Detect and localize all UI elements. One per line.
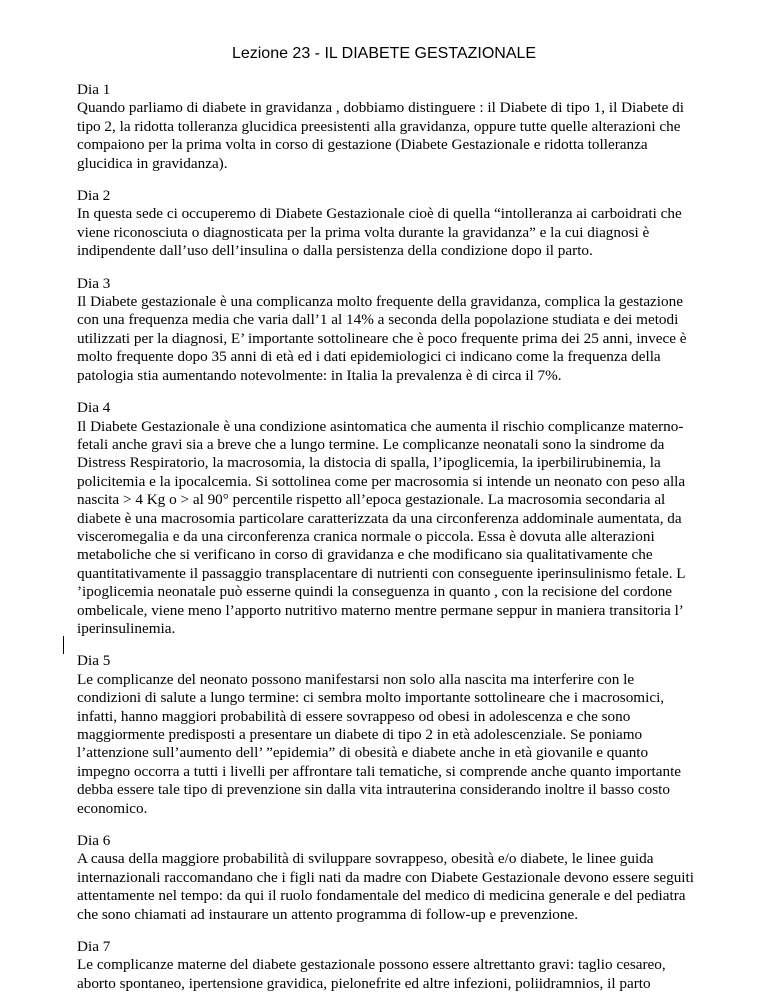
section-heading: Dia 7 [77, 938, 111, 956]
section-heading: Dia 6 [77, 832, 111, 850]
section-dia-4 [77, 399, 697, 638]
section-heading: Dia 3 [77, 274, 111, 292]
section-paragraph: Il Diabete Gestazionale è una condizione asintomatica che aumenta il rischio complicanze materno-fetali anche gravi sia a breve che a lungo termine. Le complicanze neonatali sono la sindrome da Distress Respiratorio, la macrosomia, la distocia di spalla, l’ipoglicemia, la iperbilirubinemia, la policitemia e la ipocalcemia. Si sottolinea come per macrosomia si intende un neonato con peso alla nascita > 4 Kg o > al 90° percentile rispetto all’epoca gestazionale. La macrosomia secondaria al diabete è una macrosomia particolare caratterizzata da una circonferenza addominale aumentata, da visceromegalia e da una circonferenza cranica normale o piccola. Essa è dovuta alle alterazioni metaboliche che si verificano in corso di gravidanza e che modificano sia qualitativamente che quantitativamente il passaggio transplacentare di nutrienti con conseguente iperinsulinismo fetale. L ’ipoglicemia neonatale può esserne quindi la conseguenza in quanto , con la recisione del cordone ombelicale, viene meno l’apporto nutritivo materno mentre permane seppur in maniera transitoria l’ iperinsulinemia. [77, 417, 686, 637]
section-heading: Dia 5 [77, 652, 111, 670]
section-paragraph: Le complicanze materne del diabete gestazionale possono essere altrettanto gravi: taglio cesareo, aborto spontaneo, ipertensione gravidica, pielonefrite ed altre infezioni, poliidramnios, il parto [77, 956, 666, 992]
revision-change-bar [63, 636, 64, 654]
document-title: Lezione 23 - IL DIABETE GESTAZIONALE [231, 45, 537, 62]
section-dia-5 [77, 652, 697, 818]
section-dia-1 [77, 81, 697, 173]
section-paragraph: Le complicanze del neonato possono manifestarsi non solo alla nascita ma interferire con le condizioni di salute a lungo termine: ci sembra molto importante sottolineare che i macrosomici, infatti, hanno maggiori probabilità di essere sovrappeso od obesi in adolescenza e che sono maggiormente predisposti a presentare un diabete di tipo 2 in età adolescenziale. Se poniamo l’attenzione sull’aumento dell’ ”epidemia” di obesità e diabete anche in età giovanile e quanto impegno occorra a tutti i livelli per affrontare tali tematiche, si comprende anche quanto importante debba essere tale tipo di prevenzione sin dalla vita intrauterina considerando inoltre il basso costo economico. [77, 670, 682, 817]
document-body [77, 81, 697, 1007]
section-dia-7 [77, 938, 697, 993]
section-heading: Dia 1 [77, 81, 111, 98]
section-dia-3 [77, 275, 697, 385]
section-paragraph: A causa della maggiore probabilità di sviluppare sovrappeso, obesità e/o diabete, le linee guida internazionali raccomandano che i figli nati da madre con Diabete Gestazionale devono essere seguiti attentamente nel tempo: da qui il ruolo fondamentale del medico di medicina generale e del pediatra che sono chiamati ad instaurare un attento programma di follow-up e prevenzione. [77, 850, 694, 923]
section-paragraph: Il Diabete gestazionale è una complicanza molto frequente della gravidanza, complica la gestazione con una frequenza media che varia dall’1 al 14% a seconda della popolazione studiata e dei metodi utilizzati per la diagnosi, E’ importante sottolineare che è poco frequente prima dei 25 anni, invece è molto frequente dopo 35 anni di età ed i dati epidemiologici ci indicano come la frequenza della patologia stia aumentando notevolmente: in Italia la prevalenza è di circa il 7%. [77, 293, 687, 384]
section-paragraph: In questa sede ci occuperemo di Diabete Gestazionale cioè di quella “intolleranza ai carboidrati che viene riconosciuta o diagnosticata per la prima volta durante la gravidanza” e la cui diagnosi è indipendente dall’uso dell’insulina o dalla persistenza della condizione dopo il parto. [77, 205, 682, 260]
section-heading: Dia 2 [77, 187, 111, 205]
section-paragraph: Quando parliamo di diabete in gravidanza , dobbiamo distinguere : il Diabete di tipo 1, il Diabete di tipo 2, la ridotta tolleranza glucidica preesistenti alla gravidanza, oppure tutte quelle alterazioni che compaiono per la prima volta in corso di gestazione (Diabete Gestazionale e ridotta tolleranza glucidica in gravidanza). [77, 99, 684, 172]
section-dia-6 [77, 832, 697, 924]
section-dia-2 [77, 187, 697, 261]
section-heading: Dia 4 [77, 399, 111, 417]
